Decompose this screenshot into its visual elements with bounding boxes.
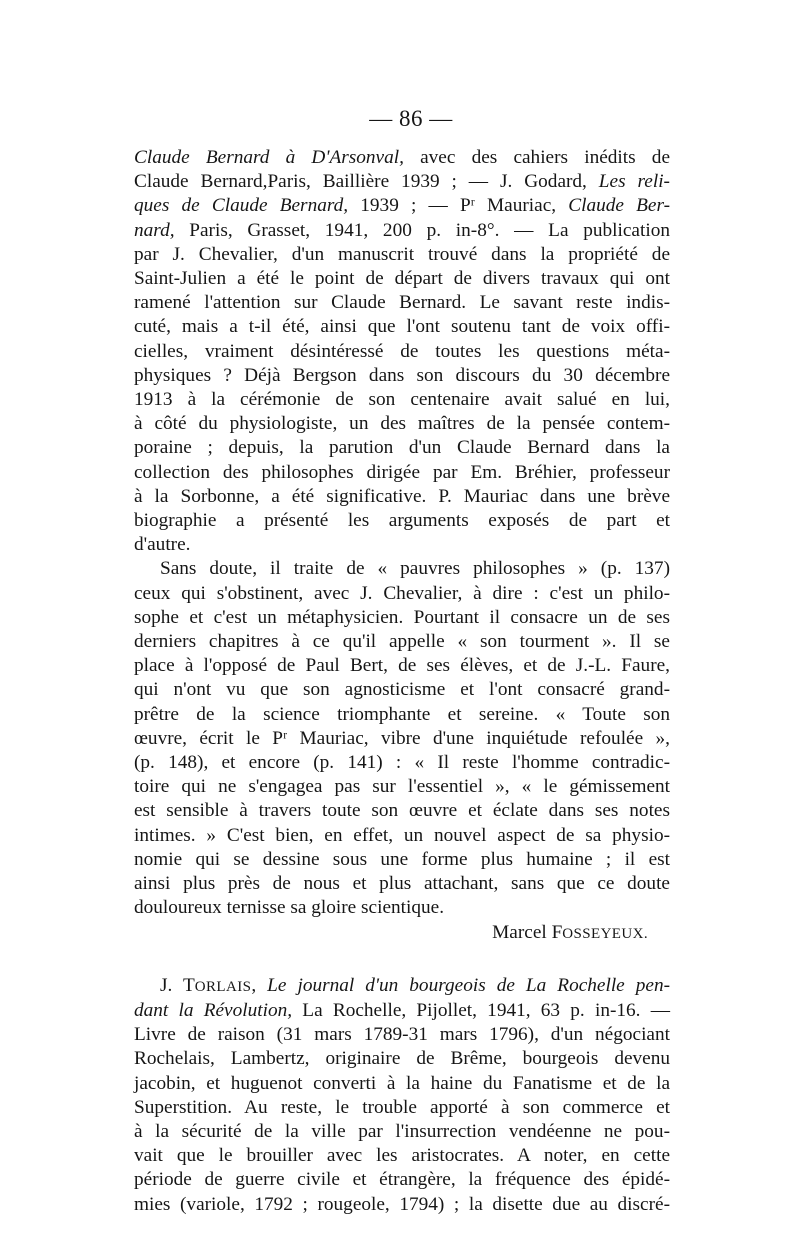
text-segment: ramené l'attention sur Claude Bernard. Le savant reste indis- [134,292,670,314]
text-line [134,824,670,848]
text-segment: ceux qui s'obstinent, avec J. Chevalier, à dire : c'est un philo- [134,582,670,604]
text-line [134,194,670,218]
signature-surname-smallcaps: OSSEYEUX. [562,925,648,942]
text-segment: Sans doute, il traite de « pauvres philosophes » (p. 137) [160,558,670,580]
text-line [134,678,670,702]
text-line [134,340,670,364]
text-segment: œuvre, écrit le Pʳ Mauriac, vibre d'une inquiétude refoulée », [134,727,670,749]
italic-text-segment: Le journal d'un bourgeois de La Rochelle pen- [267,974,670,996]
text-segment: J. T [160,974,195,996]
text-segment: avec des cahiers inédits de [403,147,670,168]
text-segment: mies (variole, 1792 ; rougeole, 1794) ; la disette due au discré- [134,1193,670,1215]
text-line [134,703,670,727]
review-claude-bernard-paragraph-1 [134,146,670,557]
text-segment: physiques ? Déjà Bergson dans son discours du 30 décembre [134,364,670,386]
text-line [134,1168,670,1192]
text-segment: Rochelais, Lambertz, originaire de Brême, bourgeois devenu [134,1048,670,1070]
text-segment: qui n'ont vu que son agnosticisme et l'ont consacré grand- [134,679,670,701]
review-claude-bernard-paragraph-2 [134,557,670,920]
text-segment: nomie qui se dessine sous une forme plus humaine ; il est [134,848,670,870]
text-line [134,799,670,823]
text-segment: sophe et c'est un métaphysicien. Pourtant il consacre un de ses [134,606,670,628]
text-line [134,775,670,799]
section-gap [134,946,670,974]
text-segment: à la sécurité de la ville par l'insurrection vendéenne ne pou- [134,1120,670,1142]
text-segment: Saint-Julien a été le point de départ de divers travaux qui ont [134,268,670,290]
review-torlais-journal-paragraph [134,974,670,1217]
text-line [134,364,670,388]
text-line [134,267,670,291]
text-segment: biographie a présenté les arguments exposés de part et [134,510,670,532]
italic-text-segment: Claude Bernard à D'Arsonval, [134,147,404,168]
text-line [134,999,670,1023]
text-line [134,606,670,630]
document-page [134,104,670,1217]
text-segment: ORLAIS [194,978,252,995]
text-segment: Livre de raison (31 mars 1789-31 mars 1796), d'un négociant [134,1024,670,1046]
text-segment: Claude Bernard,Paris, Baillière 1939 ; — J. Godard, [134,171,599,193]
text-segment: toire qui ne s'engagea pas sur l'essentiel », « le gémissement [134,776,670,798]
signature-initial: Marcel F [492,921,563,943]
text-line [134,388,670,412]
text-line [134,872,670,896]
text-line [134,170,670,194]
text-line [134,1144,670,1168]
text-line [134,243,670,267]
text-line [134,848,670,872]
text-segment: collection des philosophes dirigée par Em. Bréhier, professeur [134,461,670,483]
text-line [134,1023,670,1047]
text-line [134,485,670,509]
text-segment: 1913 à la cérémonie de son centenaire avait salué en lui, [134,389,670,411]
text-segment: , [251,974,268,996]
text-segment: est sensible à travers toute son œuvre et éclate dans ses notes [134,800,670,822]
text-segment: d'autre. [134,534,191,556]
text-segment: 1939 ; — Pʳ Mauriac, [348,195,569,217]
page-number: — 86 — [369,106,453,131]
text-line [134,1120,670,1144]
text-line [134,533,670,557]
text-line [134,1096,670,1120]
text-segment: (p. 148), et encore (p. 141) : « Il reste l'homme contradic- [134,752,670,774]
text-segment: douloureux ternisse sa gloire scientique. [134,897,445,919]
text-line [134,1072,670,1096]
text-segment: jacobin, et huguenot converti à la haine du Fanatisme et de la [134,1072,670,1094]
text-line [134,630,670,654]
text-line [134,509,670,533]
text-segment: prêtre de la science triomphante et sereine. « Toute son [134,703,670,725]
text-line [134,1047,670,1071]
text-segment: cielles, vraiment désintéressé de toutes les questions méta- [134,340,670,362]
text-segment: ainsi plus près de nous et plus attachant, sans que ce doute [134,873,670,895]
text-segment: Paris, Grasset, 1941, 200 p. in-8°. — La publication [174,219,670,241]
italic-text-segment: Claude Ber- [568,195,670,217]
text-line [134,896,670,920]
text-segment: derniers chapitres à ce qu'il appelle « son tourment ». Il se [134,631,670,653]
text-segment: par J. Chevalier, d'un manuscrit trouvé dans la propriété de [134,243,670,265]
text-segment: cuté, mais a t-il été, ainsi que l'ont soutenu tant de voix offi- [134,316,670,338]
text-line [134,219,670,243]
italic-text-segment: Les reli- [598,171,670,193]
signature-marcel-fosseyeux [134,921,670,946]
text-line [134,436,670,460]
text-segment: intimes. » C'est bien, en effet, un nouvel aspect de sa physio- [134,824,670,846]
text-segment: à la Sorbonne, a été significative. P. Mauriac dans une brève [134,485,670,507]
text-line [134,461,670,485]
italic-text-segment: nard, [134,219,175,241]
text-line [134,291,670,315]
text-line [134,315,670,339]
text-line [134,654,670,678]
text-segment: vait que le brouiller avec les aristocrates. A noter, en cette [134,1145,670,1167]
text-line [134,412,670,436]
text-line [134,557,670,581]
italic-text-segment: ques de Claude Bernard, [134,195,349,217]
text-segment: Superstition. Au reste, le trouble apporté à son commerce et [134,1096,670,1118]
text-segment: poraine ; depuis, la parution d'un Claude Bernard dans la [134,437,670,459]
text-line [134,751,670,775]
text-line [134,582,670,606]
text-segment: à côté du physiologiste, un des maîtres de la pensée contem- [134,413,670,435]
text-line [134,974,670,999]
text-segment: période de guerre civile et étrangère, la fréquence des épidé- [134,1169,670,1191]
italic-text-segment: dant la Révolution, [134,999,293,1021]
text-segment: place à l'opposé de Paul Bert, de ses élèves, et de J.-L. Faure, [134,655,670,677]
text-segment: La Rochelle, Pijollet, 1941, 63 p. in-16. — [292,999,671,1021]
text-line [134,1193,670,1217]
text-line [134,146,670,170]
text-line [134,727,670,751]
